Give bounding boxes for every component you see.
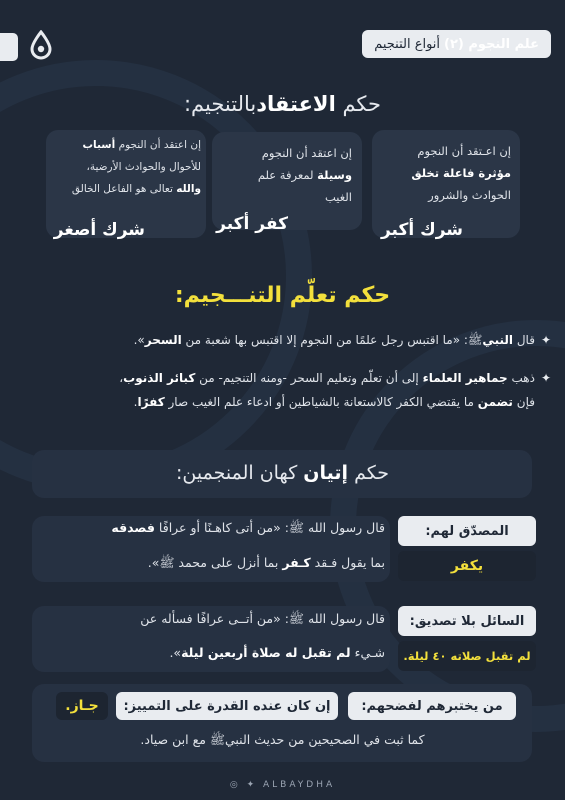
bullet2-line1-bold1: جماهير العلماء <box>422 371 508 385</box>
row2-line2-bold: لم تقبل له صلاة أربعين ليلة <box>181 645 351 660</box>
card1-line3: الحوادث والشرور <box>428 188 511 202</box>
row2-line2-pre: شـيء <box>354 645 385 660</box>
section3-title-bold: إتيان <box>303 462 349 484</box>
row1-line2-post: بما أنزل على محمد ﷺ». <box>147 555 279 570</box>
row1-line1-bold: فصدقه <box>111 520 155 535</box>
topic-tag <box>362 30 551 58</box>
row2-quote-line2 <box>55 645 385 660</box>
background-ring <box>0 60 312 492</box>
bullet2-line1-pre: ذهب <box>511 371 535 385</box>
row3-note: كما ثبت في الصحيحين من حديث النبيﷺ مع ابن صياد. <box>140 732 425 747</box>
card2-line2-rest: لمعرفة علم <box>257 168 314 182</box>
card2-line3: الغيب <box>324 190 352 204</box>
tester-label: من يختبرهم لفضحهم: <box>348 692 516 720</box>
row1-quote-line2 <box>55 555 385 574</box>
bullet2-line1-end: ، <box>119 371 124 385</box>
bullet1-end: ». <box>133 333 145 347</box>
card3-line1-pre: إن اعتقد أن النجوم <box>118 139 201 151</box>
section3-title <box>0 462 565 484</box>
ability-condition-label: إن كان عنده القدرة على التمييز: <box>116 692 338 720</box>
card3-line3-bold: والله <box>176 183 201 195</box>
card3-verdict: شرك أصغر <box>53 220 145 240</box>
section2-title: حكم تعلّم التنـــجيم: <box>174 283 391 308</box>
bullet2-line1-bold2: كبائر الذنوب <box>123 371 196 385</box>
tester-verdict: جـاز. <box>56 692 108 720</box>
menu-tab[interactable] <box>0 33 18 61</box>
bullet2-line2-pre: فإن <box>516 395 535 409</box>
bullet2-line2 <box>22 390 551 414</box>
section1-title <box>0 92 565 116</box>
sparkle-icon: ✦ <box>540 371 551 385</box>
card3-line3-rest: تعالى هو الفاعل الخالق <box>71 183 173 195</box>
topic-tag-rest: أنواع التنجيم <box>374 36 441 52</box>
bullet2-line1-mid: إلى أن تعلّم وتعليم السحر -ومنه التنجيم- من <box>199 371 419 385</box>
social-footer <box>0 780 565 790</box>
card1-verdict: شرك أكبر <box>380 220 463 240</box>
card3-line1-bold: أسباب <box>82 139 116 151</box>
row2-quote-line1: قال رسول الله ﷺ: «من أتــى عرافًا فسأله عن <box>140 611 385 626</box>
card2-line1: إن اعتقد أن النجوم <box>261 146 352 160</box>
card1-text <box>373 140 511 206</box>
card1-line2: مؤثرة فاعلة تخلق <box>411 166 511 180</box>
card2-line2 <box>212 164 352 186</box>
believer-verdict: يكفر <box>398 551 536 581</box>
footer-handle: ALBAYDHA <box>263 780 336 790</box>
bullet1-bold1: النبي <box>482 333 513 347</box>
bullet-prophet-hadith <box>22 328 551 352</box>
card2-line2-bold: وسيلة <box>317 168 352 182</box>
bullet2-line2-bold2: كفرًا <box>137 395 165 409</box>
row1-quote-line1 <box>55 520 385 539</box>
row2-line2-post: ». <box>169 645 182 660</box>
bullet1-pre: قال <box>516 333 535 347</box>
section3-title-post: كهان المنجمين: <box>176 462 298 484</box>
card2-text <box>212 142 352 208</box>
row1-line1-pre: قال رسول الله ﷺ: «من أتى كاهـنًا أو عرافًا <box>158 520 385 535</box>
topic-tag-bold: علم النجوم (٢) <box>444 36 539 52</box>
asker-label: السائل بلا تصديق: <box>398 606 536 636</box>
drop-logo-icon <box>28 30 54 60</box>
section3-title-pre: حكم <box>354 462 389 484</box>
bullet-scholars-ruling <box>22 366 551 414</box>
believer-label: المصدّق لهم: <box>398 516 536 546</box>
card1-line1: إن اعـتقد أن النجوم <box>417 144 511 158</box>
bullet2-line1 <box>22 366 551 390</box>
bullet2-line2-end: . <box>133 395 138 409</box>
row1-line2-pre: بما يقول فـقد <box>314 555 385 570</box>
bullet2-line2-bold1: تضمن <box>477 395 513 409</box>
row1-line2-bold: كـفر <box>282 555 311 570</box>
card3-line2: للأحوال والحوادث الأرضية، <box>86 161 201 173</box>
sparkle-icon: ✦ <box>540 333 551 347</box>
section1-title-pre: حكم <box>342 92 382 116</box>
section1-title-bold: الاعتقاد <box>256 92 336 116</box>
section1-title-post: بالتنجيم: <box>183 92 257 116</box>
card2-verdict: كفر أكبر <box>216 214 288 234</box>
bullet1-bold2: السحر <box>144 333 182 347</box>
twitter-icon: ✦ <box>246 780 258 790</box>
card3-text <box>41 134 201 200</box>
instagram-icon: ◎ <box>229 780 241 790</box>
card3-line3 <box>41 178 201 200</box>
card3-line1 <box>41 134 201 156</box>
asker-verdict: لم تقبل صلاته ٤٠ ليلة. <box>398 641 536 671</box>
bullet2-line2-mid: ما يقتضي الكفر كالاستعانة بالشياطين أو ادعاء علم الغيب صار <box>168 395 474 409</box>
bullet1-mid: ﷺ: «ما اقتبس رجل علمًا من النجوم إلا اقتبس بها شعبة من <box>185 333 483 347</box>
